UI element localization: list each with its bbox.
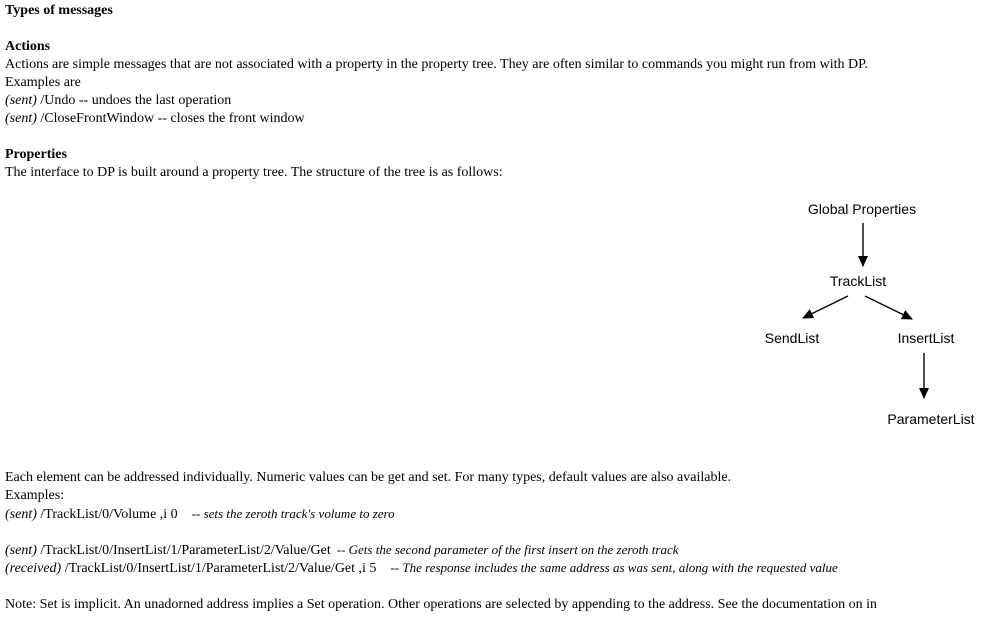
action-example-text: /Undo -- undoes the last operation — [36, 93, 232, 108]
sent-tag: (sent) — [5, 507, 37, 522]
example-comment: -- Gets the second parameter of the first insert on the zeroth track — [336, 542, 679, 557]
sent-tag: (sent) — [5, 93, 37, 108]
addressing-description: Each element can be addressed individually. Numeric values can be get and set. For many types, default values are also available. — [5, 470, 732, 485]
action-example-text: /CloseFrontWindow -- closes the front window — [36, 111, 305, 126]
tree-edge-tracklist-insertlist — [865, 296, 912, 319]
properties-heading: Properties — [5, 147, 67, 162]
action-example-undo — [5, 92, 231, 110]
example-get-parameter — [5, 541, 679, 560]
actions-description: Actions are simple messages that are not associated with a property in the property tree. They are often similar to commands you might run from with DP. — [5, 57, 868, 72]
tree-node-global-properties: Global Properties — [807, 201, 917, 217]
example-address: /TrackList/0/Volume ,i 0 — [36, 507, 178, 522]
tree-node-parameterlist: ParameterList — [887, 411, 975, 427]
example-comment: -- The response includes the same address as was sent, along with the requested value — [390, 560, 838, 575]
tree-edge-tracklist-sendlist — [803, 296, 848, 318]
sent-tag: (sent) — [5, 543, 37, 558]
tree-node-insertlist: InsertList — [897, 330, 955, 346]
set-implicit-note: Note: Set is implicit. An unadorned address implies a Set operation. Other operations are selected by appending to the address. See the documentation on in — [5, 597, 878, 612]
example-comment: -- sets the zeroth track's volume to zero — [191, 506, 395, 521]
action-example-close — [5, 110, 305, 128]
received-tag: (received) — [5, 561, 62, 576]
page-title: Types of messages — [5, 3, 113, 18]
example-address: /TrackList/0/InsertList/1/ParameterList/2/Value/Get — [36, 543, 331, 558]
actions-heading: Actions — [5, 39, 51, 54]
tree-node-tracklist: TrackList — [829, 273, 887, 289]
properties-description: The interface to DP is built around a property tree. The structure of the tree is as follows: — [5, 165, 503, 180]
property-tree-diagram — [740, 195, 1000, 435]
sent-tag: (sent) — [5, 111, 37, 126]
example-set-volume — [5, 505, 395, 524]
example-address: /TrackList/0/InsertList/1/ParameterList/2/Value/Get ,i 5 — [61, 561, 377, 576]
example-received-parameter — [5, 559, 838, 578]
tree-node-sendlist: SendList — [764, 330, 820, 346]
addressing-examples-label: Examples: — [5, 488, 65, 503]
actions-examples-label: Examples are — [5, 75, 81, 90]
